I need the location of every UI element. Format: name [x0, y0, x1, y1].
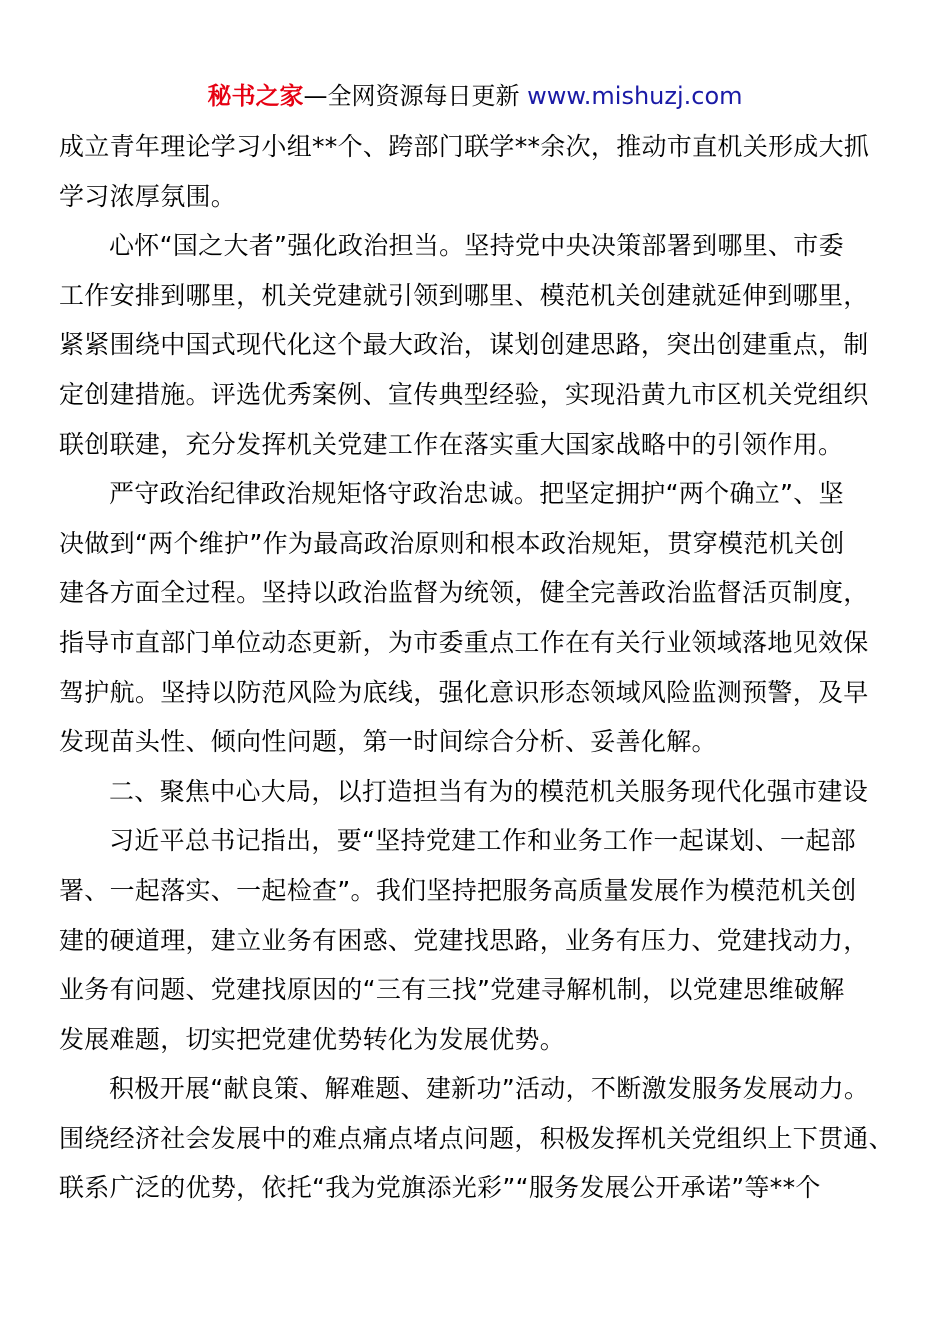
- text-line: 围绕经济社会发展中的难点痛点堵点问题，积极发挥机关党组织上下贯通、: [59, 1123, 894, 1153]
- paragraph-first-line: 严守政治纪律政治规矩恪守政治忠诚。把坚定拥护“两个确立”、坚: [109, 479, 844, 509]
- text-line: 建各方面全过程。坚持以政治监督为统领，健全完善政治监督活页制度，: [59, 578, 869, 608]
- site-header: [0, 80, 950, 112]
- text-line: 发现苗头性、倾向性问题，第一时间综合分析、妥善化解。: [59, 727, 717, 757]
- text-line: 指导市直部门单位动态更新，为市委重点工作在有关行业领域落地见效保: [59, 627, 869, 657]
- text-line: 紧紧围绕中国式现代化这个最大政治，谋划创建思路，突出创建重点，制: [59, 330, 869, 360]
- text-line: 联创联建，充分发挥机关党建工作在落实重大国家战略中的引领作用。: [59, 429, 844, 459]
- paragraph-first-line: 积极开展“献良策、解难题、建新功”活动，不断激发服务发展动力。: [109, 1074, 870, 1104]
- section-heading: 二、聚焦中心大局，以打造担当有为的模范机关服务现代化强市建设: [109, 776, 869, 806]
- text-line: 业务有问题、党建找原因的“三有三找”党建寻解机制，以党建思维破解: [59, 975, 845, 1005]
- text-line: 决做到“两个维护”作为最高政治原则和根本政治规矩，贯穿模范机关创: [59, 528, 845, 558]
- text-line: 署、一起落实、一起检查”。我们坚持把服务高质量发展作为模范机关创: [59, 875, 857, 905]
- paragraph-first-line: 心怀“国之大者”强化政治担当。坚持党中央决策部署到哪里、市委: [109, 231, 844, 261]
- text-line: 建的硬道理，建立业务有困惑、党建找思路，业务有压力、党建找动力，: [59, 925, 869, 955]
- text-line: 驾护航。坚持以防范风险为底线，强化意识形态领域风险监测预警，及早: [59, 677, 869, 707]
- site-brand: 秘书之家: [207, 82, 304, 110]
- document-body: [59, 122, 894, 1213]
- site-tagline: —全网资源每日更新: [303, 82, 528, 110]
- text-line: 发展难题，切实把党建优势转化为发展优势。: [59, 1024, 566, 1054]
- text-line: 工作安排到哪里，机关党建就引领到哪里、模范机关创建就延伸到哪里，: [59, 280, 869, 310]
- text-line: 学习浓厚氛围。: [59, 181, 237, 211]
- text-line: 成立青年理论学习小组**个、跨部门联学**余次，推动市直机关形成大抓: [59, 132, 870, 161]
- text-line: 联系广泛的优势，依托“我为党旗添光彩”“服务发展公开承诺”等**个: [59, 1173, 821, 1203]
- text-line: 定创建措施。评选优秀案例、宣传典型经验，实现沿黄九市区机关党组织: [59, 379, 869, 409]
- site-url[interactable]: www.mishuzj.com: [527, 82, 743, 110]
- paragraph-first-line: 习近平总书记指出，要“坚持党建工作和业务工作一起谋划、一起部: [109, 826, 856, 856]
